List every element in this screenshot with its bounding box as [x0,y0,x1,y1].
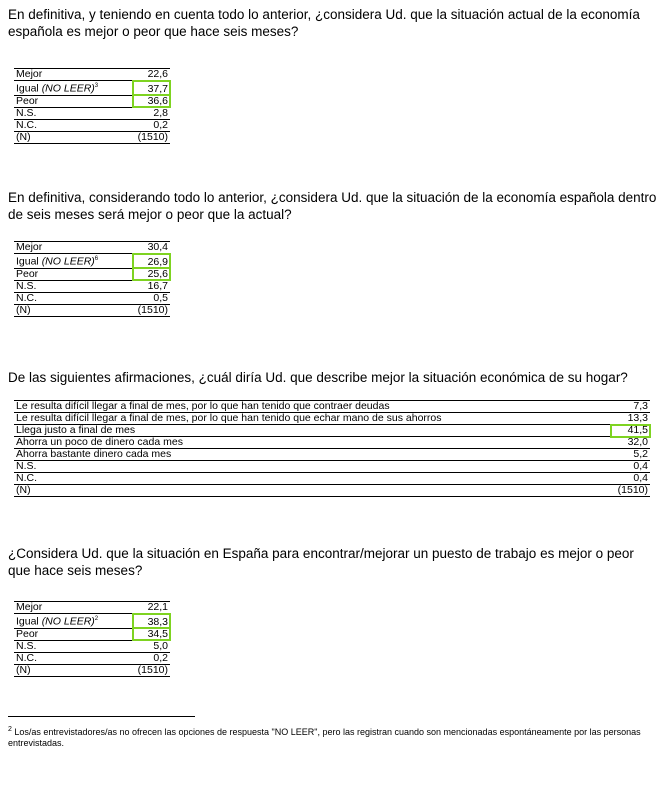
row-value: 22,6 [147,68,168,80]
question-household-economy: De las siguientes afirmaciones, ¿cuál diría Ud. que describe mejor la situación económica de su hogar? [8,370,628,385]
row-label [14,254,133,269]
row-value: 22,1 [147,601,168,613]
row-label-text: Llega justo a final de mes [16,424,136,436]
row-value: 25,6 [133,268,170,280]
row-label-text: Mejor [16,241,43,253]
row-label-text: Igual [16,615,42,628]
table-row [14,425,650,437]
row-value: (1510) [137,130,168,143]
table-row [14,254,170,269]
results-table-economy-future [14,241,170,317]
row-label [14,119,133,131]
table-row [14,292,170,304]
row-label [14,602,133,614]
row-value: 26,9 [133,254,170,269]
footnote-ref: 6 [94,256,99,262]
row-value: (1510) [617,484,648,496]
row-value: 2,8 [153,106,168,119]
row-value: 0,2 [153,651,168,664]
table-row [14,614,170,629]
footnote-text: Los/as entrevistadores/as no ofrecen las opciones de respuesta "NO LEER", pero las registran cuando son mencionadas espontáneamente por las personas entrevistadas. [8,727,641,748]
row-value: 30,4 [147,241,168,253]
table-row [14,461,650,473]
question-economy-future: En definitiva, considerando todo lo anterior, ¿considera Ud. que la situación de la economía española dentro de seis meses será mejor o peor que la actual? [8,190,657,222]
row-label [14,107,133,119]
row-value: 16,7 [147,279,168,292]
table-row [14,107,170,119]
row-label-text: Peor [16,94,39,107]
results-table-economy-current [14,68,170,144]
row-label [14,280,133,292]
footnote-separator [8,716,195,717]
no-leer-note: (NO LEER) [41,82,95,95]
table-row [14,119,170,131]
row-label-text: N.S. [16,279,37,292]
row-label-text: Le resulta difícil llegar a final de mes, por lo que han tenido que contraer deudas [16,400,390,412]
row-label-text: Igual [16,82,42,95]
row-label [14,473,611,485]
row-value: 0,4 [633,472,648,484]
table-row [14,602,170,614]
row-label [14,664,133,676]
row-label [14,242,133,254]
table-row [14,664,170,676]
row-label-text: Mejor [16,601,43,613]
row-label [14,95,133,107]
row-value: 0,4 [633,460,648,472]
results-table-employment-situation [14,601,170,677]
footnote-ref: 2 [94,616,99,622]
table-row [14,652,170,664]
row-label [14,131,133,143]
table-row [14,437,650,449]
row-label-text: (N) [16,663,31,676]
table-row [14,95,170,107]
table-row [14,401,650,413]
row-value: 7,3 [633,400,648,412]
no-leer-note: (NO LEER) [41,615,95,628]
row-value: 34,5 [133,628,170,640]
question-economy-current: En definitiva, y teniendo en cuenta todo lo anterior, ¿considera Ud. que la situación actual de la economía española es mejor o peor que hace seis meses? [8,7,640,39]
row-label-text: N.S. [16,639,37,652]
row-value: 0,5 [153,291,168,304]
question-employment-situation: ¿Considera Ud. que la situación en España para encontrar/mejorar un puesto de trabajo es mejor o peor que hace seis meses? [8,546,634,578]
row-label-text: Le resulta difícil llegar a final de mes, por lo que han tenido que echar mano de sus ahorros [16,412,442,424]
row-label [14,640,133,652]
row-value: 13,3 [627,412,648,424]
table-row [14,131,170,143]
table-row [14,485,650,497]
results-table-household-economy [14,400,650,497]
row-label-text: Igual [16,255,42,268]
row-label-text: N.S. [16,460,37,472]
table-row [14,268,170,280]
no-leer-note: (NO LEER) [41,255,95,268]
table-row [14,242,170,254]
row-label [14,628,133,640]
row-label-text: (N) [16,303,31,316]
row-label-text: Mejor [16,68,43,80]
row-label-text: (N) [16,484,31,496]
table-row [14,640,170,652]
row-label [14,461,611,473]
row-label-text: (N) [16,130,31,143]
row-label [14,652,133,664]
row-value: 38,3 [133,614,170,629]
table-row [14,628,170,640]
row-label-text: Peor [16,627,39,640]
row-value: 0,2 [153,118,168,131]
row-value: 37,7 [133,81,170,96]
footnote-marker: 2 [8,726,12,733]
row-label [14,449,611,461]
table-row [14,69,170,81]
row-label [14,437,611,449]
row-label-text: Ahorra un poco de dinero cada mes [16,436,183,448]
row-value: 41,5 [611,425,650,437]
row-label [14,304,133,316]
footnote [8,724,660,749]
row-label [14,614,133,629]
row-label [14,401,611,413]
row-label [14,485,611,497]
table-row [14,449,650,461]
row-label [14,268,133,280]
row-value: 5,0 [153,639,168,652]
row-label-text: N.S. [16,106,37,119]
row-value: (1510) [137,303,168,316]
row-label [14,69,133,81]
row-value: 32,0 [627,436,648,448]
row-value: 36,6 [133,95,170,107]
row-value: (1510) [137,663,168,676]
row-label-text: N.C. [16,651,37,664]
row-label-text: Ahorra bastante dinero cada mes [16,448,172,460]
table-row [14,280,170,292]
table-row [14,81,170,96]
row-label-text: N.C. [16,291,37,304]
table-row [14,413,650,425]
table-row [14,473,650,485]
row-label [14,413,611,425]
row-label [14,81,133,96]
row-label-text: N.C. [16,472,37,484]
row-label-text: N.C. [16,118,37,131]
row-label-text: Peor [16,267,39,280]
row-label [14,425,611,437]
row-label [14,292,133,304]
table-row [14,304,170,316]
row-value: 5,2 [633,448,648,460]
footnote-ref: 3 [94,83,99,89]
